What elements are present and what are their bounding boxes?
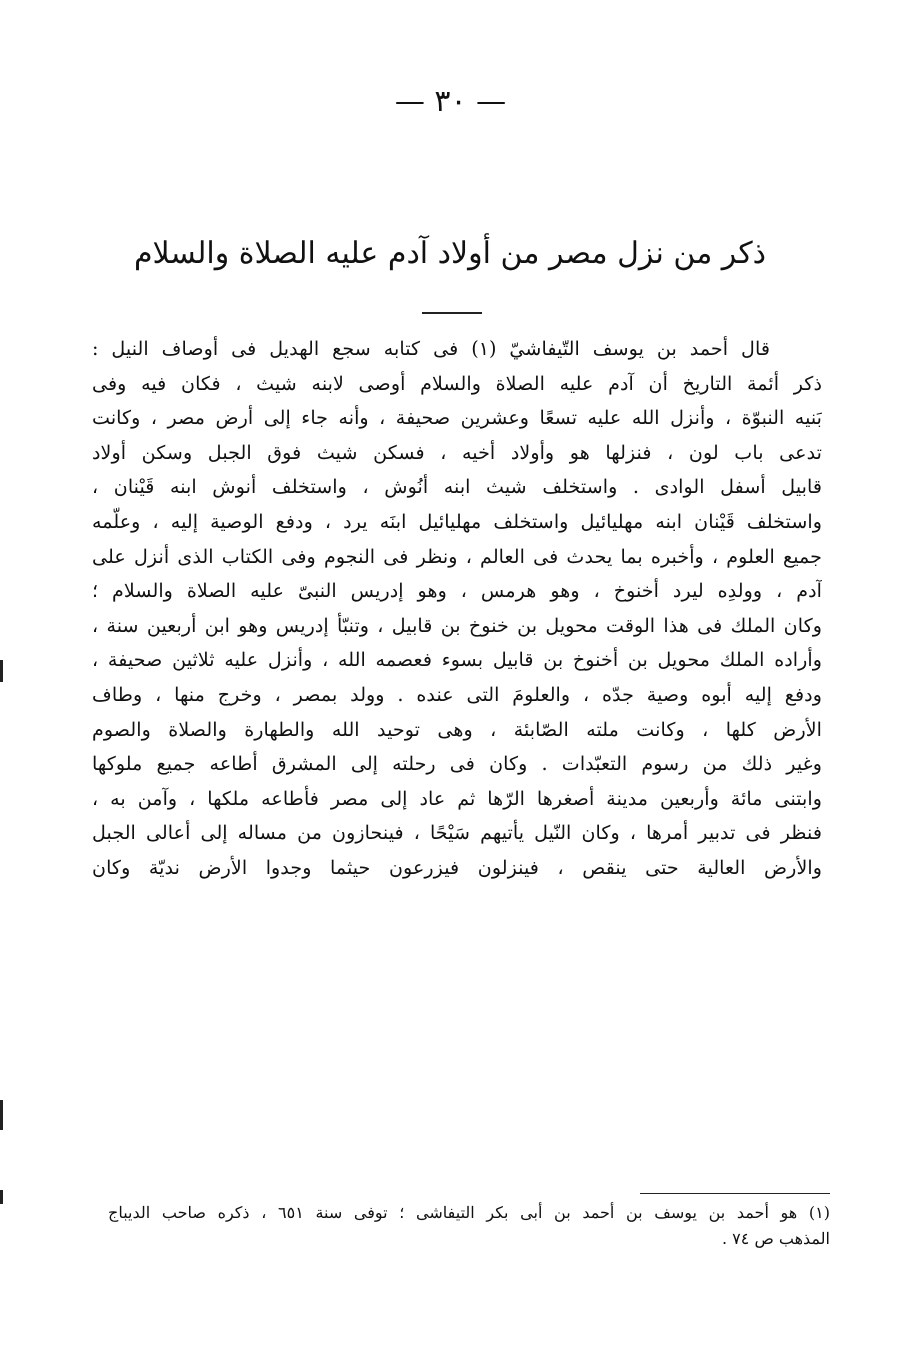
text-line: ذكر أئمة التاريخ أن آدم عليه الصلاة والسلام أوصى لابنه شيث ، فكان فيه وفى (92, 371, 822, 395)
footnote-line: المذهب ص ٧٤ . (722, 1229, 830, 1248)
text-line: بَنيه النبوّة ، وأنزل الله عليه تسعًا وعشرين صحيفة ، وأنه جاء إلى أرض مصر ، وكانت (92, 406, 822, 430)
text-line: وابتنى مائة وأربعين مدينة أصغرها الرّها ثم عاد إلى مصر فأطاعه ملكها ، وآمن به ، (92, 786, 822, 810)
text-line: فنظر فى تدبير أمرها ، وكان النّيل يأتيهم سَيْحًا ، فينحازون من مساله إلى أعالى الجبل (92, 821, 822, 845)
text-line: جميع العلوم ، وأخبره بما يحدث فى العالم ، ونظر فى النجوم وفى الكتاب الذى أنزل على (92, 544, 822, 568)
page-number: — ٣٠ — (394, 84, 507, 119)
scan-edge-mark (0, 660, 3, 682)
text-line: تدعى باب لون ، فنزلها هو وأولاد أخيه ، فسكن شيث فوق الجبل وسكن أولاد (92, 440, 822, 464)
text-line: الأرض كلها ، وكانت ملته الصّابئة ، وهى توحيد الله والطهارة والصلاة والصوم (92, 717, 822, 741)
text-line: وكان الملك فى هذا الوقت محويل بن خنوخ بن قابيل ، وتنبّأ إدريس وهو ابن أربعين سنة ، (92, 613, 822, 637)
scan-edge-mark (0, 1190, 3, 1204)
text-line: والأرض العالية حتى ينقص ، فينزلون فيزرعون حيثما وجدوا الأرض نديّة وكان (92, 855, 822, 879)
text-line: قابيل أسفل الوادى . واستخلف شيث ابنه أنُوش ، واستخلف أنوش ابنه قَيْنان ، (92, 475, 822, 499)
footnote-divider (640, 1193, 830, 1194)
footnote-line: (١) هو أحمد بن يوسف بن أحمد بن أبى بكر التيفاشى ؛ توفى سنة ٦٥١ ، ذكره صاحب الديباج (108, 1203, 830, 1222)
text-line: وأراده الملك محويل بن أخنوخ بن قابيل بسوء فعصمه الله ، وأنزل عليه ثلاثين صحيفة ، (92, 648, 822, 672)
footnotes (108, 1200, 830, 1252)
text-line: وغير ذلك من رسوم التعبّدات . وكان فى رحلته إلى المشرق أطاعه جميع ملوكها (92, 752, 822, 776)
title-divider (422, 312, 482, 314)
text-line: واستخلف قَيْنان ابنه مهليائيل واستخلف مهليائيل ابنَه يرد ، ودفع الوصية إليه ، وعلّمه (92, 509, 822, 533)
main-text (92, 332, 822, 886)
text-line: آدم ، وولدِه ليرد أخنوخ ، وهو هرمس ، وهو إدريس النبىّ عليه الصلاة والسلام ؛ (92, 579, 822, 603)
text-line: ودفع إليه أبوه وصية جدّه ، والعلومَ التى عنده . وولد بمصر ، وخرج منها ، وطاف (92, 682, 822, 706)
chapter-title: ذكر من نزل مصر من أولاد آدم عليه الصلاة والسلام (133, 236, 766, 271)
text-line: قال أحمد بن يوسف التّيفاشيّ (١) فى كتابه سجع الهديل فى أوصاف النيل : (92, 337, 770, 360)
scan-edge-mark (0, 1100, 3, 1130)
